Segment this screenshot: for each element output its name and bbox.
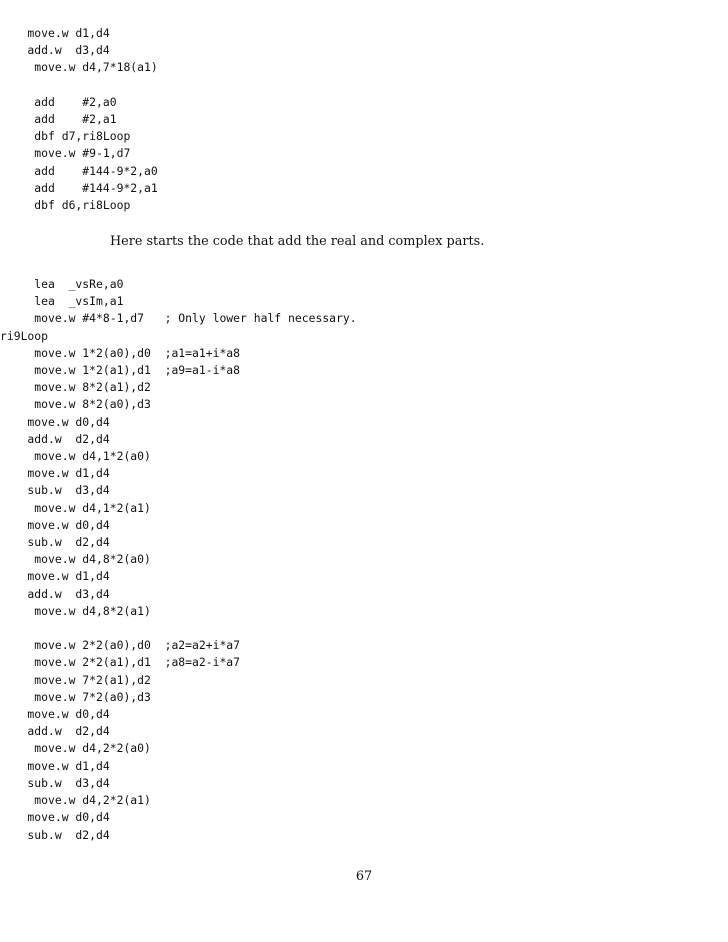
code-line: add #144-9*2,a0	[0, 163, 158, 178]
code-line: move.w d4,8*2(a0)	[0, 552, 151, 567]
code-line: add #2,a0	[0, 94, 117, 109]
code-line: move.w d4,8*2(a1)	[0, 603, 151, 618]
code-line: sub.w d2,d4	[0, 535, 110, 550]
code-line: move.w d1,d4	[0, 466, 110, 481]
code-line: lea _vsIm,a1	[0, 294, 124, 309]
code-line: move.w 8*2(a1),d2	[0, 380, 151, 395]
code-line: move.w d4,1*2(a1)	[0, 500, 151, 515]
code-line: move.w d0,d4	[0, 517, 110, 532]
code-line: move.w d0,d4	[0, 810, 110, 825]
code-line: add.w d3,d4	[0, 586, 110, 601]
code-line: move.w d4,7*18(a1)	[0, 60, 158, 75]
code-line: sub.w d3,d4	[0, 483, 110, 498]
code-line: lea _vsRe,a0	[0, 277, 124, 291]
code-line: move.w d4,2*2(a1)	[0, 793, 151, 808]
code-line: move.w 1*2(a1),d1 ;a9=a1-i*a8	[0, 363, 241, 378]
code-line: move.w 7*2(a1),d2	[0, 672, 151, 687]
code-line: move.w d4,1*2(a0)	[0, 449, 151, 464]
code-block-fft-loop-end	[0, 25, 158, 214]
code-line: move.w d0,d4	[0, 707, 110, 722]
code-line: move.w 7*2(a0),d3	[0, 689, 151, 704]
code-line: sub.w d3,d4	[0, 775, 110, 790]
code-line: add.w d3,d4	[0, 43, 110, 58]
code-line: move.w d1,d4	[0, 26, 110, 40]
code-line: move.w d1,d4	[0, 758, 110, 773]
code-line: add #2,a1	[0, 112, 117, 127]
code-line: add.w d2,d4	[0, 724, 110, 739]
code-line: add.w d2,d4	[0, 431, 110, 446]
code-line: move.w 2*2(a1),d1 ;a8=a2-i*a7	[0, 655, 241, 670]
page-number: 67	[355, 869, 373, 884]
code-line: move.w 2*2(a0),d0 ;a2=a2+i*a7	[0, 638, 241, 653]
code-line: move.w 8*2(a0),d3	[0, 397, 151, 412]
body-paragraph: Here starts the code that add the real and complex parts.	[110, 234, 485, 249]
code-line: add #144-9*2,a1	[0, 180, 158, 195]
code-line: dbf d6,ri8Loop	[0, 198, 131, 213]
code-line: move.w #9-1,d7	[0, 146, 131, 161]
code-line: move.w d1,d4	[0, 569, 110, 584]
code-line: ri9Loop	[0, 328, 49, 343]
code-line: move.w #4*8-1,d7 ; Only lower half necessary.	[0, 311, 357, 326]
code-line: move.w d4,2*2(a0)	[0, 741, 151, 756]
code-line: move.w d0,d4	[0, 414, 110, 429]
code-line: sub.w d2,d4	[0, 827, 110, 842]
code-block-real-complex-add	[0, 276, 357, 844]
code-line: dbf d7,ri8Loop	[0, 129, 131, 144]
code-line: move.w 1*2(a0),d0 ;a1=a1+i*a8	[0, 345, 241, 360]
